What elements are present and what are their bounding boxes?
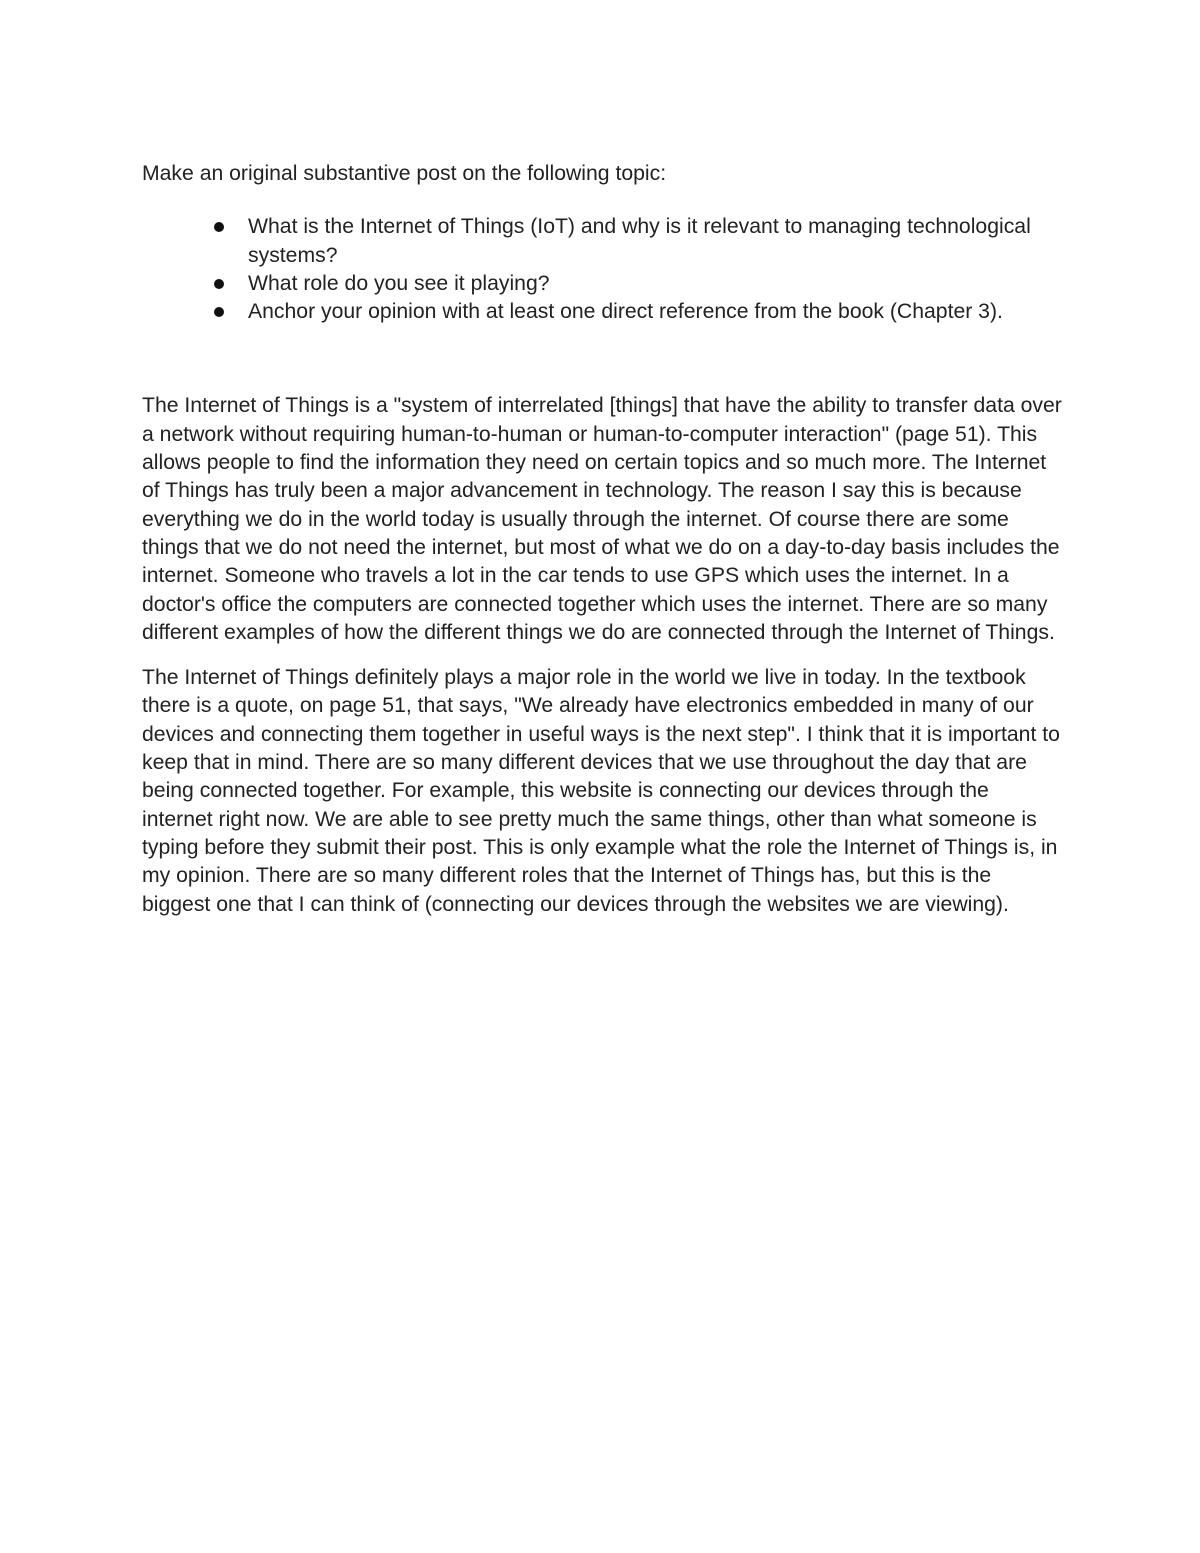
prompt-text: Anchor your opinion with at least one direct reference from the book (Chapter 3).	[248, 300, 1003, 324]
document-page	[142, 160, 1062, 919]
answer-paragraph: The Internet of Things definitely plays a major role in the world we live in today. In the textbook there is a quote, on page 51, that says, "We already have electronics embedded in many of our devices and connecting them together in useful ways is the next step". I think that it is important to keep that in mind. There are so many different devices that we use throughout the day that are being connected together. For example, this website is connecting our devices through the internet right now. We are able to see pretty much the same things, other than what someone is typing before they submit their post. This is only example what the role the Internet of Things is, in my opinion. There are so many different roles that the Internet of Things has, but this is the biggest one that I can think of (connecting our devices through the websites we are viewing).	[142, 666, 1060, 916]
answer-paragraph: The Internet of Things is a "system of interrelated [things] that have the ability to transfer data over a network without requiring human-to-human or human-to-computer interaction" (page 51). This allows people to find the information they need on certain topics and so much more. The Internet of Things has truly been a major advancement in technology. The reason I say this is because everything we do in the world today is usually through the internet. Of course there are some things that we do not need the internet, but most of what we do on a day-to-day basis includes the internet. Someone who travels a lot in the car tends to use GPS which uses the internet. In a doctor's office the computers are connected together which uses the internet. There are so many different examples of how the different things we do are connected through the Internet of Things.	[142, 394, 1062, 644]
prompt-item	[248, 298, 1062, 326]
prompt-item	[248, 270, 1062, 298]
bullet-icon	[214, 222, 224, 232]
assignment-intro: Make an original substantive post on the following topic:	[142, 162, 667, 185]
bullet-icon	[214, 307, 224, 317]
prompt-text: What is the Internet of Things (IoT) and why is it relevant to managing technological systems?	[248, 215, 1031, 267]
prompt-text: What role do you see it playing?	[248, 271, 550, 295]
bullet-icon	[214, 279, 224, 289]
prompt-item	[248, 213, 1062, 270]
prompt-list	[142, 213, 1062, 326]
